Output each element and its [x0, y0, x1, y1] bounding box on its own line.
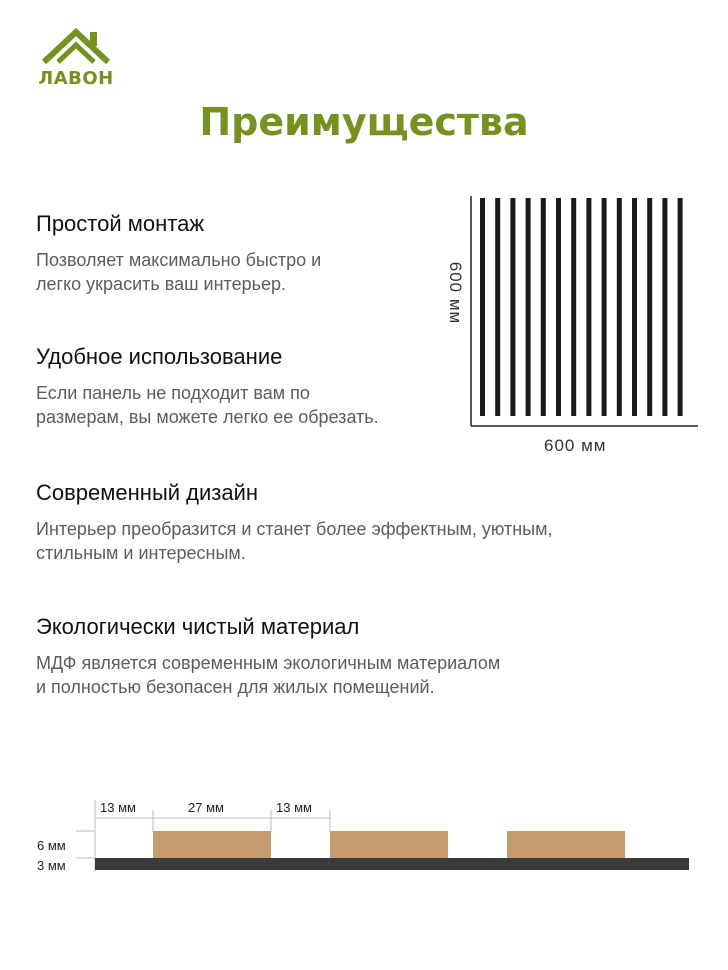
brand-name: ЛАВОН	[38, 68, 114, 89]
panel-slat	[480, 198, 485, 416]
benefit-modern-design	[36, 479, 553, 565]
panel-width-label: 600 мм	[544, 436, 607, 455]
benefit-eco-material	[36, 613, 500, 699]
gap-right-label: 13 мм	[276, 800, 312, 815]
benefit-heading: Удобное использование	[36, 344, 283, 369]
profile-slat	[507, 831, 625, 858]
benefit-convenient-use	[36, 343, 379, 429]
panel-height-label: 600 мм	[446, 261, 465, 325]
panel-base	[95, 858, 689, 870]
panel-slat	[526, 198, 531, 416]
page-title: Преимущества	[199, 100, 529, 144]
panel-slat	[678, 198, 683, 416]
brand-logo[interactable]	[36, 26, 116, 92]
benefit-heading: Простой монтаж	[36, 211, 205, 236]
gap-left-label: 13 мм	[100, 800, 136, 815]
panel-slat	[647, 198, 652, 416]
benefit-heading: Современный дизайн	[36, 480, 259, 505]
panel-slat	[586, 198, 591, 416]
house-roof-icon	[40, 26, 112, 70]
panel-slat	[602, 198, 607, 416]
panel-slat	[510, 198, 515, 416]
profile-slat	[153, 831, 271, 858]
panel-slat	[571, 198, 576, 416]
profile-slat	[330, 831, 448, 858]
benefit-text: Позволяет максимально быстро и легко украсить ваш интерьер.	[36, 250, 322, 294]
panel-slat	[495, 198, 500, 416]
base-height-label: 3 мм	[37, 858, 66, 873]
panel-diagram	[440, 192, 700, 462]
benefit-text: Если панель не подходит вам по размерам, вы можете легко ее обрезать.	[36, 383, 379, 427]
panel-slats-drawing	[470, 192, 700, 428]
profile-diagram	[0, 790, 728, 890]
benefit-text: МДФ является современным экологичным материалом и полностью безопасен для жилых помещений.	[36, 653, 501, 697]
benefit-heading: Экологически чистый материал	[36, 614, 360, 639]
panel-slat	[556, 198, 561, 416]
panel-slat	[541, 198, 546, 416]
benefit-easy-installation	[36, 210, 321, 296]
panel-slat	[617, 198, 622, 416]
slat-width-label: 27 мм	[188, 800, 224, 815]
panel-slat	[632, 198, 637, 416]
panel-slat	[662, 198, 667, 416]
benefit-text: Интерьер преобразится и станет более эффектным, уютным, стильным и интересным.	[36, 519, 553, 563]
profile-cross-section	[0, 790, 728, 890]
slat-height-label: 6 мм	[37, 838, 66, 853]
